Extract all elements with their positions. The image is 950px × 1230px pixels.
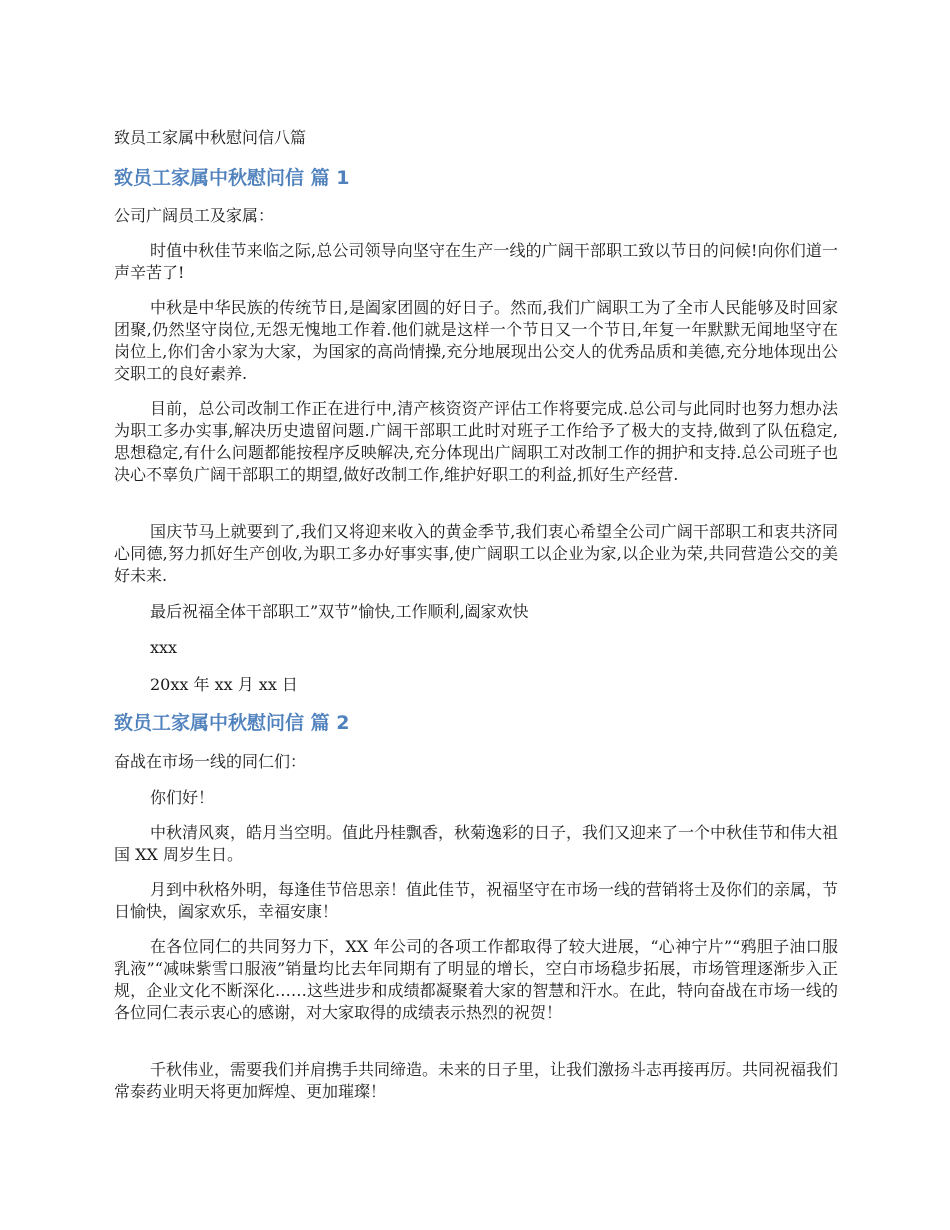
section-2-paragraph: 在各位同仁的共同努力下，XX 年公司的各项工作都取得了较大进展，“心神宁片”“鸦胆子油口服乳液”“减味紫雪口服液”销量均比去年同期有了明显的增长，空白市场稳步拓展，市场管理逐渐步入正规，企业文化不断深化……这些进步和成绩都凝聚着大家的智慧和汗水。在此，特向奋战在市场一线的各位同仁表示衷心的感谢，对大家取得的成绩表示热烈的祝贺！ [114, 937, 838, 1022]
section-1-paragraph: 时值中秋佳节来临之际,总公司领导向坚守在生产一线的广阔干部职工致以节日的问候!向你们道一声辛苦了! [114, 241, 838, 282]
section-2-salutation: 奋战在市场一线的同仁们： [114, 752, 307, 771]
section-2-paragraph: 月到中秋格外明，每逢佳节倍思亲！值此佳节，祝福坚守在市场一线的营销将士及你们的亲属，节日愉快，阖家欢乐，幸福安康！ [114, 880, 839, 921]
section-1-salutation: 公司广阔员工及家属： [114, 206, 275, 225]
section-1-paragraph: 目前，总公司改制工作正在进行中,清产核资资产评估工作将要完成.总公司与此同时也努力想办法为职工多办实事,解决历史遗留问题.广阔干部职工此时对班子工作给予了极大的支持,做到了队伍稳定,思想稳定,有什么问题都能按程序反映解决,充分体现出广阔职工对改制工作的拥护和支持.总公司班子也决心不辜负广阔干部职工的期望,做好改制工作,维护好职工的利益,抓好生产经营. [114, 399, 838, 484]
section-1-closing: 最后祝福全体干部职工”双节”愉快,工作顺利,阖家欢快 [150, 602, 529, 621]
section-2-paragraph: 中秋清风爽，皓月当空明。值此丹桂飘香，秋菊逸彩的日子，我们又迎来了一个中秋佳节和伟大祖国 XX 周岁生日。 [114, 823, 839, 864]
section-1-date: 20xx 年 xx 月 xx 日 [150, 675, 298, 694]
section-1-signature: xxx [150, 638, 178, 657]
section-1-heading: 致员工家属中秋慰问信 篇 1 [114, 167, 350, 189]
section-2-greeting: 你们好！ [150, 788, 215, 807]
section-1-paragraph: 中秋是中华民族的传统节日,是阖家团圆的好日子。然而,我们广阔职工为了全市人民能够及时回家团聚,仍然坚守岗位,无怨无愧地工作着.他们就是这样一个节日又一个节日,年复一年默默无闻地坚守在岗位上,你们舍小家为大家，为国家的高尚情操,充分地展现出公交人的优秀品质和美德,充分地体现出公交职工的良好素养. [114, 298, 838, 383]
section-2-paragraph: 千秋伟业，需要我们并肩携手共同缔造。未来的日子里，让我们激扬斗志再接再厉。共同祝福我们常泰药业明天将更加辉煌、更加璀璨！ [114, 1060, 839, 1101]
section-2-heading: 致员工家属中秋慰问信 篇 2 [114, 712, 350, 734]
document-title: 致员工家属中秋慰问信八篇 [114, 128, 307, 147]
section-1-paragraph: 国庆节马上就要到了,我们又将迎来收入的黄金季节,我们衷心希望全公司广阔干部职工和衷共济同心同德,努力抓好生产创收,为职工多办好事实事,使广阔职工以企业为家,以企业为荣,共同营造公交的美好未来. [114, 522, 838, 585]
